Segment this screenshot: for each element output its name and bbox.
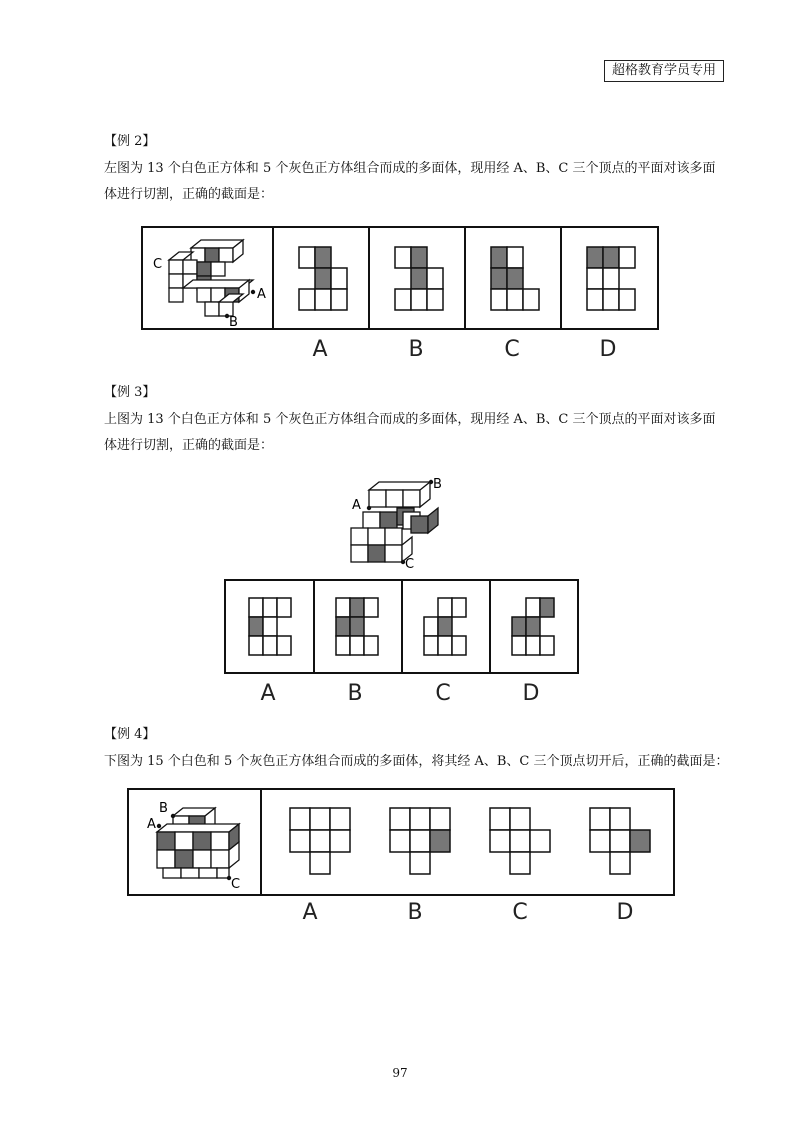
example-2-solid-cell (143, 228, 274, 328)
example-4-option-c-label[interactable]: C (512, 900, 528, 925)
example-2-option-a-section (272, 228, 368, 328)
example-4-option-d-section[interactable] (570, 790, 670, 894)
example-3-label: 【例 3】 (104, 385, 156, 400)
example-3-option-c-cell[interactable] (401, 581, 491, 672)
example-2-vertex-c: C (153, 257, 163, 272)
example-4-polycube (129, 790, 260, 894)
example-4-options-area (260, 790, 673, 894)
example-4-option-b-section[interactable] (370, 790, 470, 894)
example-3-option-d-section (489, 581, 577, 672)
example-3-option-c-label[interactable]: C (435, 681, 451, 706)
example-2-option-d-section (560, 228, 657, 328)
example-4-vertex-b: B (159, 801, 168, 816)
example-4-option-c-section[interactable] (470, 790, 570, 894)
example-3-options-panel (224, 579, 579, 674)
example-2-option-c-cell[interactable] (464, 228, 562, 328)
example-2-label: 【例 2】 (104, 134, 156, 149)
example-2-option-b-section (368, 228, 464, 328)
example-3-vertex-c: C (405, 557, 415, 572)
example-2-option-b-cell[interactable] (368, 228, 466, 328)
example-2-vertex-b: B (229, 315, 238, 330)
example-2-option-a-cell[interactable] (272, 228, 370, 328)
example-4-option-b-label[interactable]: B (407, 900, 423, 925)
example-3-text-line1: 上图为 13 个白色正方体和 5 个灰色正方体组合而成的多面体，现用经 A、B、C 三个顶点的平面对该多面 (104, 412, 716, 427)
example-4-solid-cell (129, 790, 262, 894)
example-3-polycube (345, 478, 455, 570)
example-3-option-b-cell[interactable] (313, 581, 403, 672)
example-3-vertex-a: A (352, 498, 361, 513)
example-3-option-b-label[interactable]: B (347, 681, 363, 706)
example-2-option-d-cell[interactable] (560, 228, 657, 328)
example-2-option-d-label[interactable]: D (599, 337, 617, 362)
example-3-vertex-b: B (433, 477, 442, 492)
example-2-figure-panel (141, 226, 659, 330)
header-badge: 超格教育学员专用 (604, 60, 724, 82)
example-3-option-a-section (226, 581, 313, 672)
example-3-option-b-section (313, 581, 401, 672)
example-4-option-a-label[interactable]: A (302, 900, 318, 925)
example-4-vertex-a: A (147, 817, 156, 832)
example-2-option-b-label[interactable]: B (408, 337, 424, 362)
example-4-vertex-c: C (231, 877, 241, 892)
example-3-option-c-section (401, 581, 489, 672)
example-4-question (104, 749, 744, 775)
page-number: 97 (392, 1066, 408, 1080)
example-2-option-a-label[interactable]: A (312, 337, 328, 362)
example-4-option-d-label[interactable]: D (616, 900, 634, 925)
example-4-label: 【例 4】 (104, 727, 156, 742)
example-2-text-line2: 体进行切割，正确的截面是： (104, 187, 274, 202)
example-3-option-a-cell[interactable] (226, 581, 315, 672)
example-4-figure-panel (127, 788, 675, 896)
example-2-text-line1: 左图为 13 个白色正方体和 5 个灰色正方体组合而成的多面体，现用经 A、B、C 三个顶点的平面对该多面 (104, 161, 716, 176)
example-2-option-c-label[interactable]: C (504, 337, 520, 362)
example-2-polycube (143, 228, 272, 328)
example-2-option-c-section (464, 228, 560, 328)
example-3-text-line2: 体进行切割，正确的截面是： (104, 438, 274, 453)
example-2-vertex-a: A (257, 287, 266, 302)
example-3-option-d-cell[interactable] (489, 581, 577, 672)
example-3-option-d-label[interactable]: D (522, 681, 540, 706)
example-3-question (104, 407, 724, 459)
example-4-text-line1: 下图为 15 个白色和 5 个灰色正方体组合而成的多面体，将其经 A、B、C 三个顶点切开后，正确的截面是： (104, 754, 729, 769)
example-3-option-a-label[interactable]: A (260, 681, 276, 706)
example-2-question (104, 156, 724, 208)
example-4-option-a-section[interactable] (270, 790, 370, 894)
